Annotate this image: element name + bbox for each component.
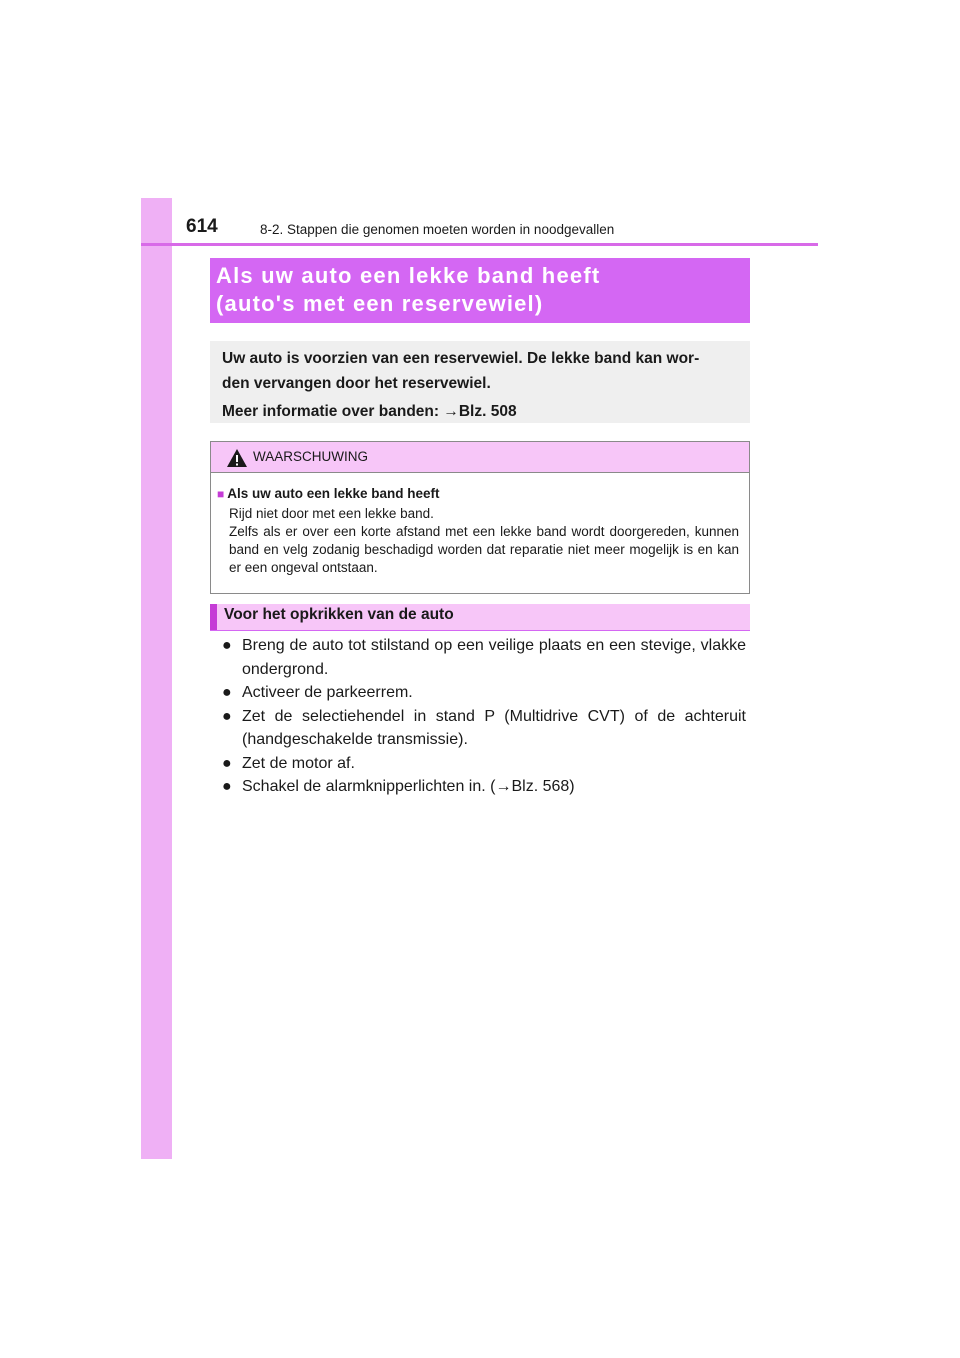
intro-text <box>222 346 740 396</box>
section-title-line-2: (auto's met een reservewiel) <box>216 291 544 316</box>
intro-text-line-2: den vervangen door het reservewiel. <box>222 375 491 392</box>
square-bullet-icon: ■ <box>217 487 225 501</box>
running-header: 8-2. Stappen die genomen moeten worden in noodgevallen <box>260 222 615 237</box>
arrow-right-icon: → <box>443 403 459 420</box>
intro-text-line-1: Uw auto is voorzien van een reservewiel. De lekke band kan wor- <box>222 350 700 367</box>
list-item <box>222 634 746 681</box>
bullet-icon: ● <box>222 778 232 795</box>
step-text: Zet de selectiehendel in stand P (Multidrive CVT) of de achteruit (handgeschakelde transmissie). <box>242 707 746 748</box>
warning-subhead <box>217 485 739 503</box>
reference-label: Meer informatie over banden: <box>222 403 444 420</box>
warning-box <box>210 441 750 594</box>
steps-list <box>222 634 746 799</box>
warning-line-2: Zelfs als er over een korte afstand met een lekke band wordt doorgereden, kunnen band en velg zodanig beschadigd worden dat reparatie niet meer mogelijk is en kan er een ongeval ontstaan. <box>229 524 739 575</box>
reference-link[interactable]: Blz. 508 <box>458 403 517 420</box>
section-title-line-1: Als uw auto een lekke band heeft <box>216 263 601 288</box>
list-item <box>222 705 746 752</box>
step-text: Breng de auto tot stilstand op een veilige plaats en een stevige, vlakke ondergrond. <box>242 637 746 678</box>
list-item <box>222 775 746 799</box>
bullet-icon: ● <box>222 637 232 654</box>
list-item <box>222 752 746 776</box>
warning-label: WAARSCHUWING <box>253 449 368 464</box>
warning-subhead-text: Als uw auto een lekke band heeft <box>227 486 440 501</box>
step-text: Zet de motor af. <box>242 754 355 772</box>
intro-box <box>210 341 750 423</box>
bullet-icon: ● <box>222 707 232 725</box>
subsection-title: Voor het opkrikken van de auto <box>210 604 750 631</box>
list-item <box>222 681 746 705</box>
warning-header <box>211 442 749 473</box>
subsection-underline <box>210 630 750 631</box>
warning-line-1: Rijd niet door met een lekke band. <box>229 506 434 521</box>
warning-body <box>211 473 749 577</box>
warning-text <box>229 505 739 577</box>
bullet-icon: ● <box>222 754 232 772</box>
section-title <box>210 258 750 323</box>
step-text: Activeer de parkeerrem. <box>242 684 413 701</box>
page-number: 614 <box>186 216 218 237</box>
intro-reference <box>222 399 740 424</box>
warning-triangle-icon <box>226 448 248 468</box>
step-text: Schakel de alarmknipperlichten in. (→Blz. 568) <box>242 778 575 795</box>
header-rule <box>141 243 818 246</box>
bullet-icon: ● <box>222 684 232 701</box>
chapter-side-tab <box>141 198 172 1159</box>
